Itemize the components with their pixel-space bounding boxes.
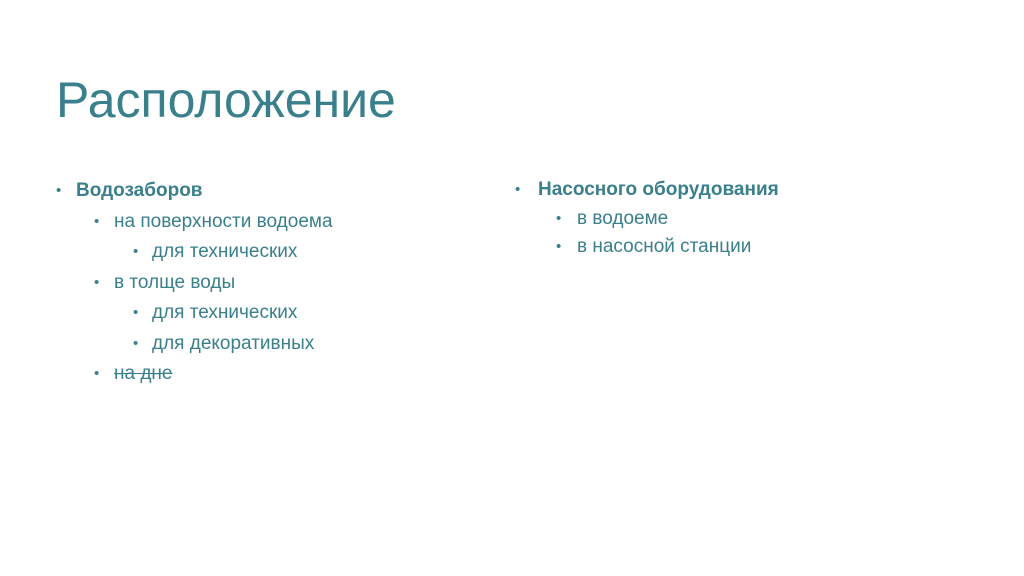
list-item-label: в толще воды <box>114 271 236 293</box>
bullet-icon: • <box>556 209 562 227</box>
right-bullet-list <box>515 176 975 262</box>
left-bullet-list <box>56 176 486 390</box>
list-item-struck <box>56 359 486 390</box>
list-item-label: Насосного оборудования <box>538 179 779 200</box>
bullet-icon: • <box>556 238 562 255</box>
list-item-label: на дне <box>114 363 173 384</box>
bullet-icon: • <box>94 365 100 382</box>
list-item-label: для технических <box>152 241 298 262</box>
list-item <box>515 233 975 262</box>
bullet-icon: • <box>515 181 521 198</box>
bullet-icon: • <box>56 182 62 199</box>
list-item-label: в насосной станции <box>577 236 752 257</box>
list-item <box>56 176 486 207</box>
list-item <box>515 205 975 234</box>
list-item-label: Водозаборов <box>76 180 203 201</box>
list-item <box>56 268 486 299</box>
list-item <box>56 237 486 268</box>
list-item <box>56 207 486 238</box>
list-item <box>515 176 975 205</box>
right-column <box>515 176 975 262</box>
bullet-icon: • <box>133 243 139 260</box>
list-item <box>56 329 486 360</box>
bullet-icon: • <box>94 212 100 230</box>
list-item-label: на поверхности водоема <box>114 210 333 232</box>
list-item <box>56 298 486 329</box>
slide-title: Расположение <box>56 72 396 128</box>
bullet-icon: • <box>94 273 100 291</box>
bullet-icon: • <box>133 334 139 352</box>
list-item-label: для технических <box>152 302 298 323</box>
list-item-label: в водоеме <box>577 207 669 229</box>
bullet-icon: • <box>133 304 139 321</box>
list-item-label: для декоративных <box>152 332 315 354</box>
left-column <box>56 176 486 390</box>
